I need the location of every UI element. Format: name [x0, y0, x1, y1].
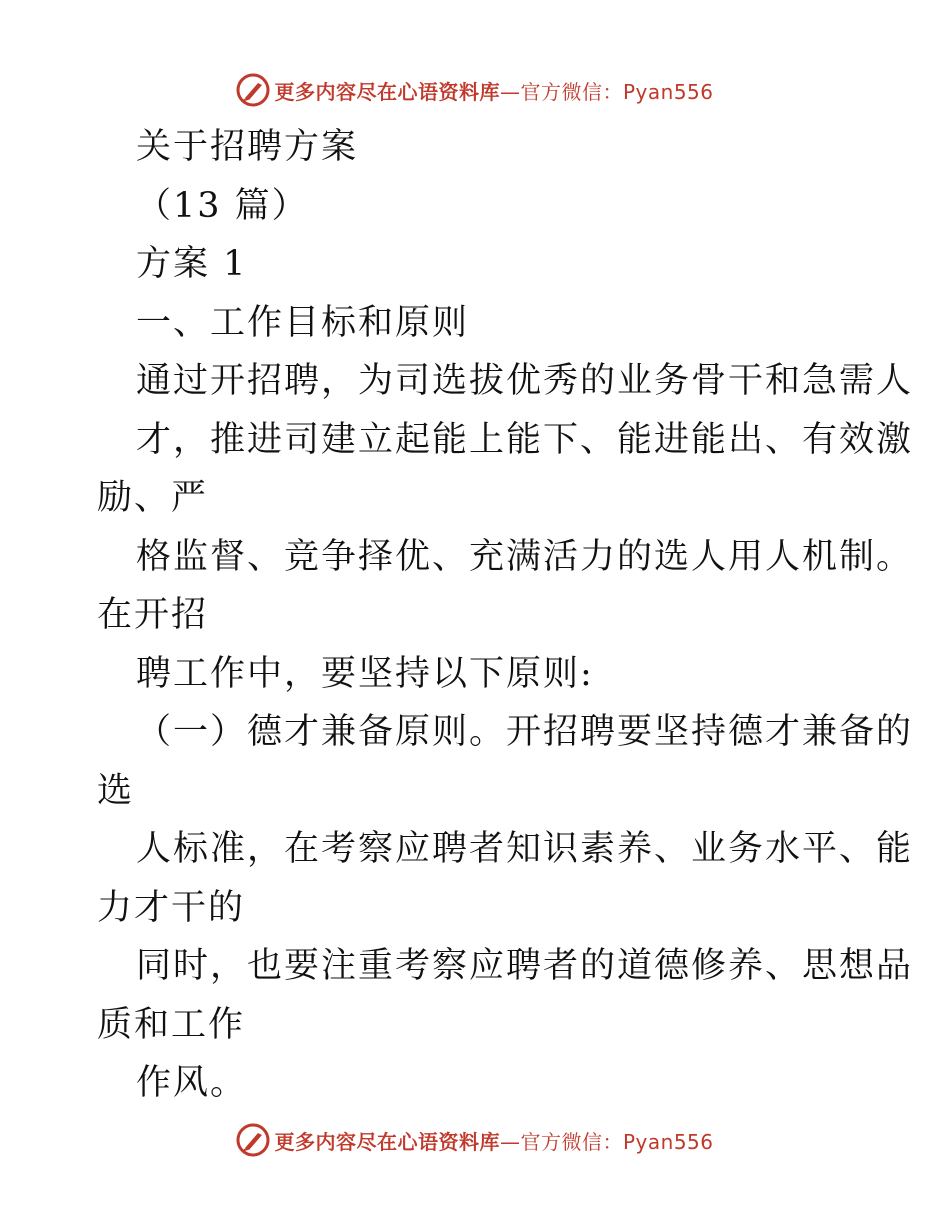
quill-pen-icon — [236, 73, 270, 107]
paragraph-line: 质和工作 — [97, 1004, 246, 1045]
paragraph-line: 在开招 — [97, 595, 209, 635]
paragraph-line: 格监督、竞争择优、充满活力的选人用人机制。 — [136, 536, 914, 577]
section-heading: 方案 1 — [136, 244, 248, 284]
paragraph-line: 同时，也要注重考察应聘者的道德修养、思想品 — [136, 946, 914, 986]
paragraph-line: 选 — [97, 770, 135, 811]
watermark-main: 更多内容尽在心语资料库 — [274, 79, 500, 104]
paragraph-line: （一）德才兼备原则。开招聘要坚持德才兼备的 — [136, 712, 914, 752]
paragraph-line: 才，推进司建立起能上能下、能进能出、有效激 — [136, 419, 914, 460]
doc-title: 关于招聘方案 — [136, 127, 359, 167]
paragraph-line: 力才干的 — [97, 887, 246, 928]
paragraph-line: 聘工作中，要坚持以下原则: — [136, 653, 594, 694]
paragraph-line: 作风。 — [136, 1063, 248, 1103]
subsection-heading: 一、工作目标和原则 — [136, 302, 470, 343]
watermark-sub: —官方微信： — [499, 79, 623, 104]
watermark-main: 更多内容尽在心语资料库 — [274, 1129, 500, 1154]
document-body — [97, 118, 914, 1113]
watermark-sub: —官方微信： — [499, 1129, 623, 1154]
watermark-id: Pyan556 — [622, 79, 714, 104]
paragraph-line: 通过开招聘，为司选拔优秀的业务骨干和急需人 — [136, 361, 914, 401]
quill-pen-icon — [236, 1123, 270, 1157]
doc-subtitle: （13 篇） — [136, 185, 309, 226]
watermark-id: Pyan556 — [622, 1129, 714, 1154]
watermark-text — [274, 1126, 713, 1155]
paragraph-line: 励、严 — [97, 478, 209, 518]
paragraph-line: 人标准，在考察应聘者知识素养、业务水平、能 — [136, 829, 914, 869]
header-watermark — [0, 70, 950, 110]
footer-watermark — [0, 1120, 950, 1160]
watermark-text — [274, 76, 713, 105]
